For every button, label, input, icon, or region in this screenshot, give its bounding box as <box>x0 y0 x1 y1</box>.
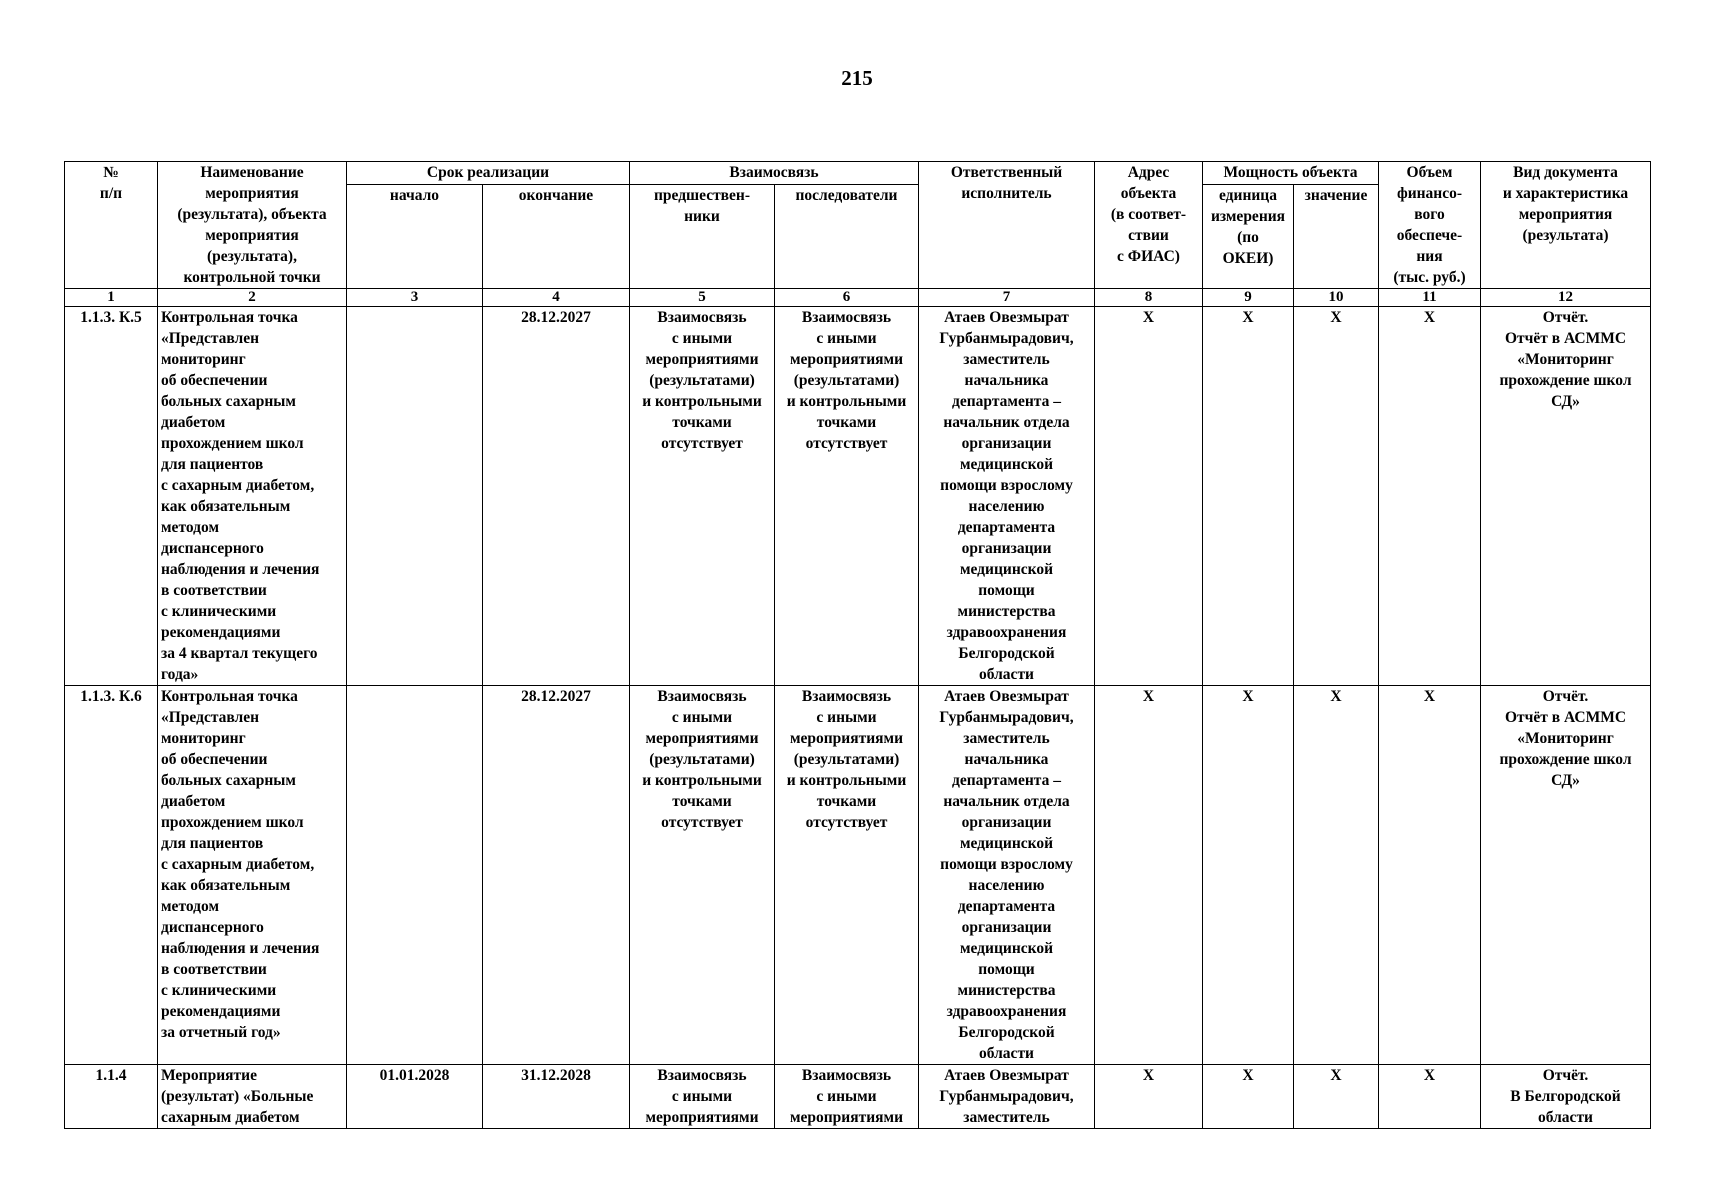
header-capacity-value: значение <box>1294 185 1379 289</box>
column-number: 2 <box>158 289 347 307</box>
row-address: Х <box>1095 686 1203 1065</box>
row-value: Х <box>1294 307 1379 686</box>
row-value: Х <box>1294 1065 1379 1129</box>
row-address: Х <box>1095 307 1203 686</box>
column-number-row <box>65 289 1651 307</box>
header-finance: Объем финансо- вого обеспече- ния (тыс. руб.) <box>1379 162 1481 289</box>
header-term-end: окончание <box>483 185 630 289</box>
row-finance: Х <box>1379 1065 1481 1129</box>
row-successors: Взаимосвязь с иными мероприятиями (результатами) и контрольными точками отсутствует <box>775 686 919 1065</box>
header-link-pred: предшествен- ники <box>630 185 775 289</box>
column-number: 11 <box>1379 289 1481 307</box>
row-end-date: 28.12.2027 <box>483 307 630 686</box>
row-unit: Х <box>1203 1065 1294 1129</box>
row-finance: Х <box>1379 307 1481 686</box>
row-number: 1.1.3. К.6 <box>65 686 158 1065</box>
row-value: Х <box>1294 686 1379 1065</box>
row-number: 1.1.4 <box>65 1065 158 1129</box>
row-number: 1.1.3. К.5 <box>65 307 158 686</box>
row-start-date <box>347 307 483 686</box>
table-row <box>65 686 1651 1065</box>
header-doc-type: Вид документа и характеристика мероприятия (результата) <box>1481 162 1651 289</box>
row-address: Х <box>1095 1065 1203 1129</box>
header-responsible: Ответственный исполнитель <box>919 162 1095 289</box>
row-end-date: 31.12.2028 <box>483 1065 630 1129</box>
row-start-date: 01.01.2028 <box>347 1065 483 1129</box>
header-num: № п/п <box>65 162 158 289</box>
row-responsible: Атаев Овезмырат Гурбанмырадович, заместитель начальника департамента – начальник отдела организации медицинской помощи взрослому населению департамента организации медицинской помощи министерства здравоохранения Белгородской области <box>919 686 1095 1065</box>
row-predecessors: Взаимосвязь с иными мероприятиями (результатами) и контрольными точками отсутствует <box>630 686 775 1065</box>
column-number: 9 <box>1203 289 1294 307</box>
header-capacity-unit: единица измерения (по ОКЕИ) <box>1203 185 1294 289</box>
header-term: Срок реализации <box>347 162 630 185</box>
header-term-start: начало <box>347 185 483 289</box>
row-successors: Взаимосвязь с иными мероприятиями <box>775 1065 919 1129</box>
row-successors: Взаимосвязь с иными мероприятиями (результатами) и контрольными точками отсутствует <box>775 307 919 686</box>
column-number: 6 <box>775 289 919 307</box>
row-responsible: Атаев Овезмырат Гурбанмырадович, заместитель <box>919 1065 1095 1129</box>
plan-table <box>64 161 1651 1129</box>
column-number: 3 <box>347 289 483 307</box>
column-number: 8 <box>1095 289 1203 307</box>
row-name: Контрольная точка «Представлен мониторинг об обеспечении больных сахарным диабетом прохождением школ для пациентов с сахарным диабетом, как обязательным методом диспансерного наблюдения и лечения в соответствии с клиническими рекомендациями за отчетный год» <box>158 686 347 1065</box>
row-predecessors: Взаимосвязь с иными мероприятиями <box>630 1065 775 1129</box>
row-start-date <box>347 686 483 1065</box>
table-row <box>65 307 1651 686</box>
header-name: Наименование мероприятия (результата), объекта мероприятия (результата), контрольной точки <box>158 162 347 289</box>
column-number: 5 <box>630 289 775 307</box>
row-doc-type: Отчёт. Отчёт в АСММС «Мониторинг прохождение школ СД» <box>1481 686 1651 1065</box>
row-unit: Х <box>1203 307 1294 686</box>
page-number: 215 <box>841 66 873 90</box>
header-capacity: Мощность объекта <box>1203 162 1379 185</box>
header-row-top <box>65 162 1651 185</box>
column-number: 12 <box>1481 289 1651 307</box>
column-number: 4 <box>483 289 630 307</box>
header-link: Взаимосвязь <box>630 162 919 185</box>
row-finance: Х <box>1379 686 1481 1065</box>
column-number: 10 <box>1294 289 1379 307</box>
header-address: Адрес объекта (в соответ- ствии с ФИАС) <box>1095 162 1203 289</box>
header-link-succ: последователи <box>775 185 919 289</box>
row-predecessors: Взаимосвязь с иными мероприятиями (результатами) и контрольными точками отсутствует <box>630 307 775 686</box>
row-doc-type: Отчёт. Отчёт в АСММС «Мониторинг прохождение школ СД» <box>1481 307 1651 686</box>
row-name: Мероприятие (результат) «Больные сахарным диабетом <box>158 1065 347 1129</box>
row-name: Контрольная точка «Представлен мониторинг об обеспечении больных сахарным диабетом прохождением школ для пациентов с сахарным диабетом, как обязательным методом диспансерного наблюдения и лечения в соответствии с клиническими рекомендациями за 4 квартал текущего года» <box>158 307 347 686</box>
row-doc-type: Отчёт. В Белгородской области <box>1481 1065 1651 1129</box>
row-responsible: Атаев Овезмырат Гурбанмырадович, заместитель начальника департамента – начальник отдела организации медицинской помощи взрослому населению департамента организации медицинской помощи министерства здравоохранения Белгородской области <box>919 307 1095 686</box>
column-number: 1 <box>65 289 158 307</box>
row-end-date: 28.12.2027 <box>483 686 630 1065</box>
row-unit: Х <box>1203 686 1294 1065</box>
table-row <box>65 1065 1651 1129</box>
column-number: 7 <box>919 289 1095 307</box>
